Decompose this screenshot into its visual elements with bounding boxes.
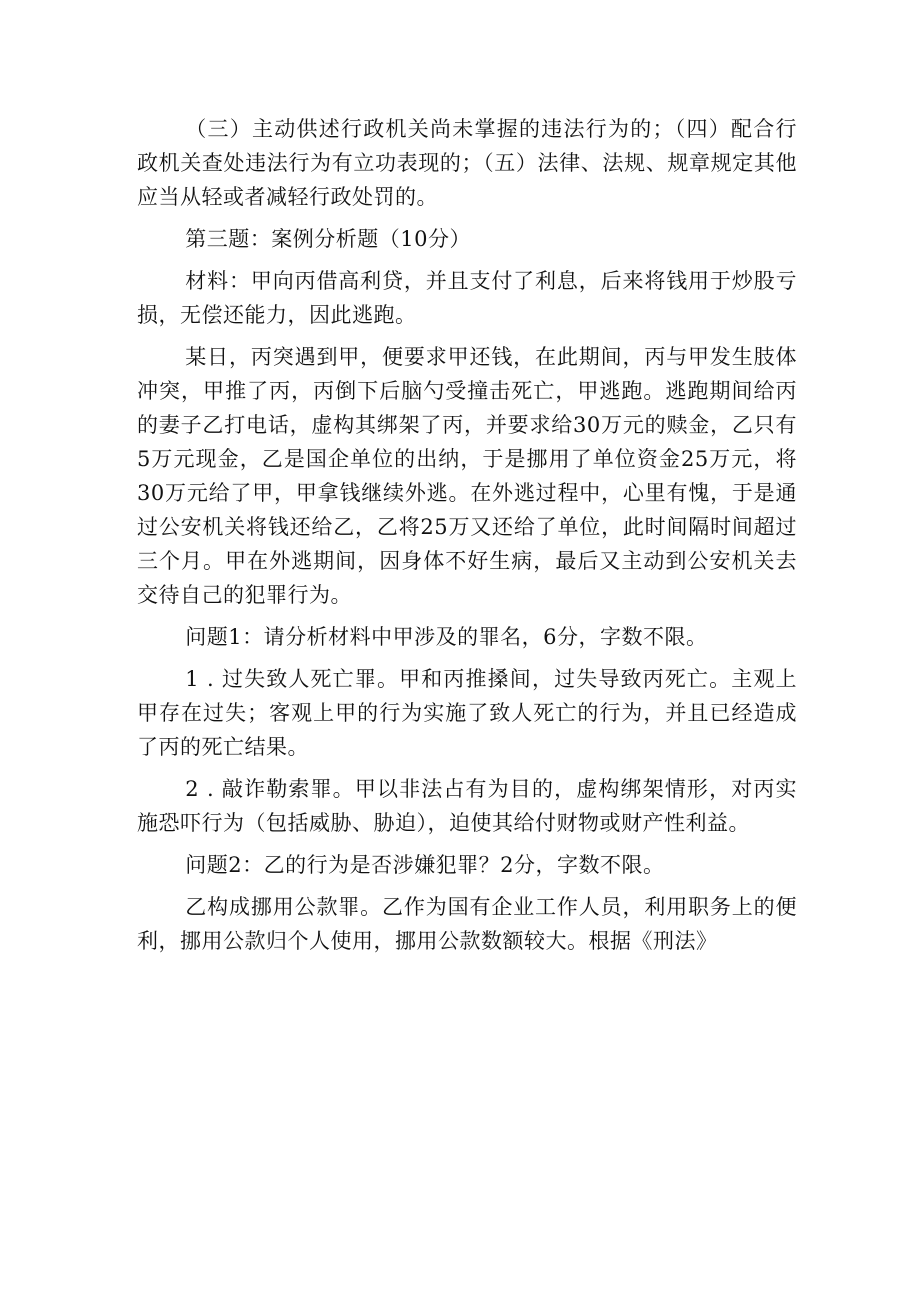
document-body bbox=[137, 112, 797, 966]
question-1: 问题1：请分析材料中甲涉及的罪名，6分，字数不限。 bbox=[185, 625, 708, 649]
paragraph-material-intro: 材料：甲向丙借高利贷，并且支付了利息，后来将钱用于炒股亏损，无偿还能力，因此逃跑。 bbox=[137, 269, 797, 327]
answer-item-1: 1 . 过失致人死亡罪。甲和丙推搡间，过失导致丙死亡。主观上甲存在过失；客观上甲的行为实施了致人死亡的行为，并且已经造成了丙的死亡结果。 bbox=[137, 667, 797, 759]
paragraph-case-facts: 某日，丙突遇到甲，便要求甲还钱，在此期间，丙与甲发生肢体冲突，甲推了丙，丙倒下后脑勺受撞击死亡，甲逃跑。逃跑期间给丙的妻子乙打电话，虚构其绑架了丙，并要求给30万元的赎金，乙只有5万元现金，乙是国企单位的出纳，于是挪用了单位资金25万元，将30万元给了甲，甲拿钱继续外逃。在外逃过程中，心里有愧，于是通过公安机关将钱还给乙，乙将25万又还给了单位，此时间隔时间超过三个月。甲在外逃期间，因身体不好生病，最后又主动到公安机关去交待自己的犯罪行为。 bbox=[137, 345, 797, 607]
answer-question-2: 乙构成挪用公款罪。乙作为国有企业工作人员，利用职务上的便利，挪用公款归个人使用，挪用公款数额较大。根据《刑法》 bbox=[137, 895, 797, 953]
section-heading-question-3: 第三题：案例分析题（10分） bbox=[185, 227, 472, 251]
paragraph-mitigation-list: （三）主动供述行政机关尚未掌握的违法行为的；（四）配合行政机关查处违法行为有立功表现的；（五）法律、法规、规章规定其他应当从轻或者减轻行政处罚的。 bbox=[137, 117, 797, 209]
answer-item-2: 2 . 敲诈勒索罪。甲以非法占有为目的，虚构绑架情形，对丙实施恐吓行为（包括威胁、胁迫），迫使其给付财物或财产性利益。 bbox=[137, 777, 797, 835]
question-2: 问题2：乙的行为是否涉嫌犯罪？2分，字数不限。 bbox=[185, 853, 665, 877]
